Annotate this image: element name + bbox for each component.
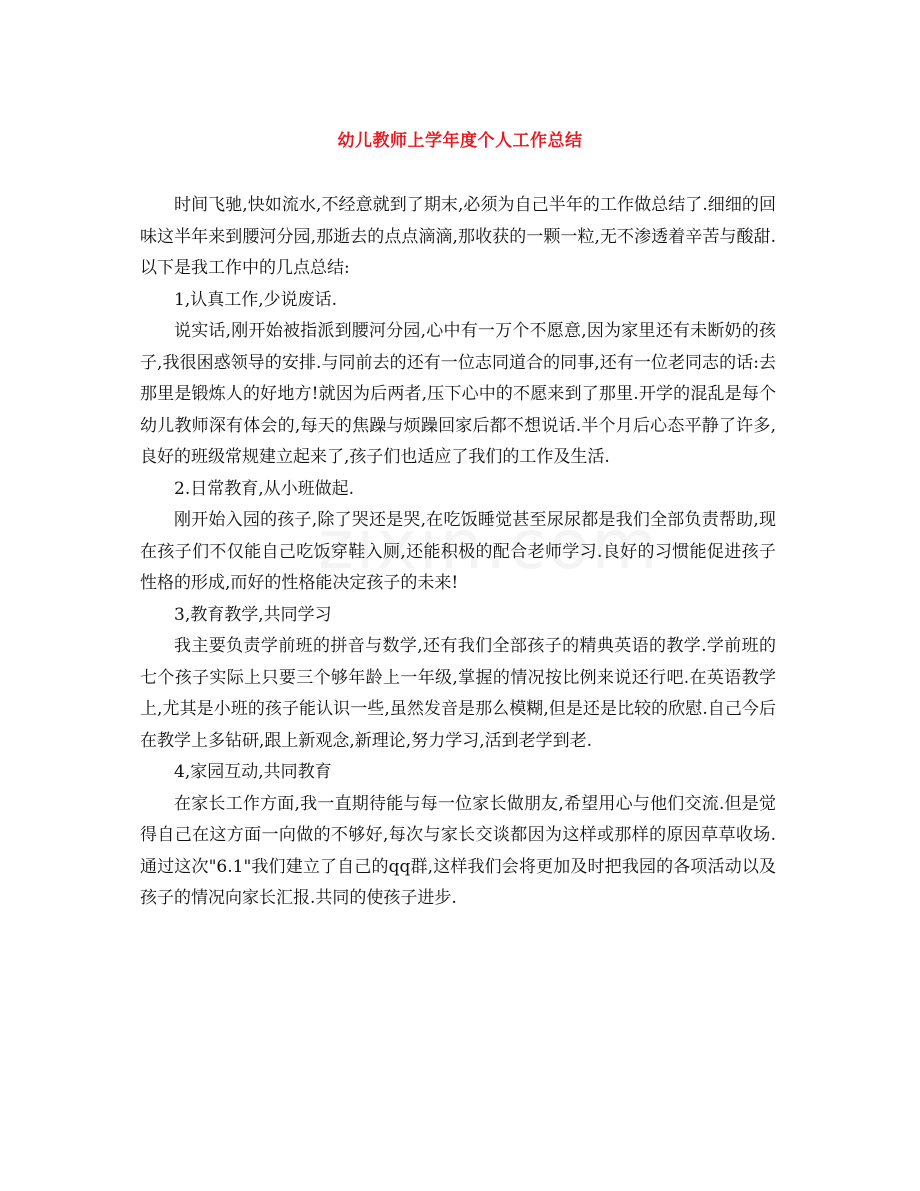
paragraph-section-2: 刚开始入园的孩子,除了哭还是哭,在吃饭睡觉甚至尿尿都是我们全部负责帮助,现在孩子们不仅能自己吃饭穿鞋入厕,还能积极的配合老师学习.良好的习惯能促进孩子性格的形成,而好的性格能决定孩子的未来!	[140, 510, 776, 593]
section-heading-2: 2.日常教育,从小班做起.	[174, 478, 355, 499]
section-heading-4: 4,家园互动,共同教育	[174, 762, 332, 782]
document-title: 幼儿教师上学年度个人工作总结	[337, 131, 583, 151]
section-heading-3: 3,教育教学,共同学习	[174, 604, 332, 625]
paragraph-section-3: 我主要负责学前班的拼音与数学,还有我们全部孩子的精典英语的教学.学前班的七个孩子实际上只要三个够年龄上一年级,掌握的情况按比例来说还行吧.在英语教学上,尤其是小班的孩子能认识一些,虽然发音是那么模糊,但是还是比较的欣慰.自己今后在教学上多钻研,跟上新观念,新理论,努力学习,活到老学到老.	[140, 636, 776, 751]
paragraph-intro: 时间飞驰,快如流水,不经意就到了期末,必须为自己半年的工作做总结了.细细的回味这半年来到腰河分园,那逝去的点点滴滴,那收获的一颗一粒,无不渗透着辛苦与酸甜.以下是我工作中的几点总结:	[140, 195, 776, 278]
paragraph-section-1: 说实话,刚开始被指派到腰河分园,心中有一万个不愿意,因为家里还有未断奶的孩子,我很困惑领导的安排.与同前去的还有一位志同道合的同事,还有一位老同志的话:去那里是锻炼人的好地方!就因为后两者,压下心中的不愿来到了那里.开学的混乱是每个幼儿教师深有体会的,每天的焦躁与烦躁回家后都不想说话.半个月后心态平静了许多,良好的班级常规建立起来了,孩子们也适应了我们的工作及生活.	[140, 321, 776, 467]
document-body	[140, 190, 776, 915]
paragraph-section-4: 在家长工作方面,我一直期待能与每一位家长做朋友,希望用心与他们交流.但是觉得自己在这方面一向做的不够好,每次与家长交谈都因为这样或那样的原因草草收场.通过这次"6.1"我们建立了自己的qq群,这样我们会将更加及时把我园的各项活动以及孩子的情况向家长汇报.共同的使孩子进步.	[140, 793, 776, 908]
section-heading-1: 1,认真工作,少说废话.	[174, 289, 338, 310]
